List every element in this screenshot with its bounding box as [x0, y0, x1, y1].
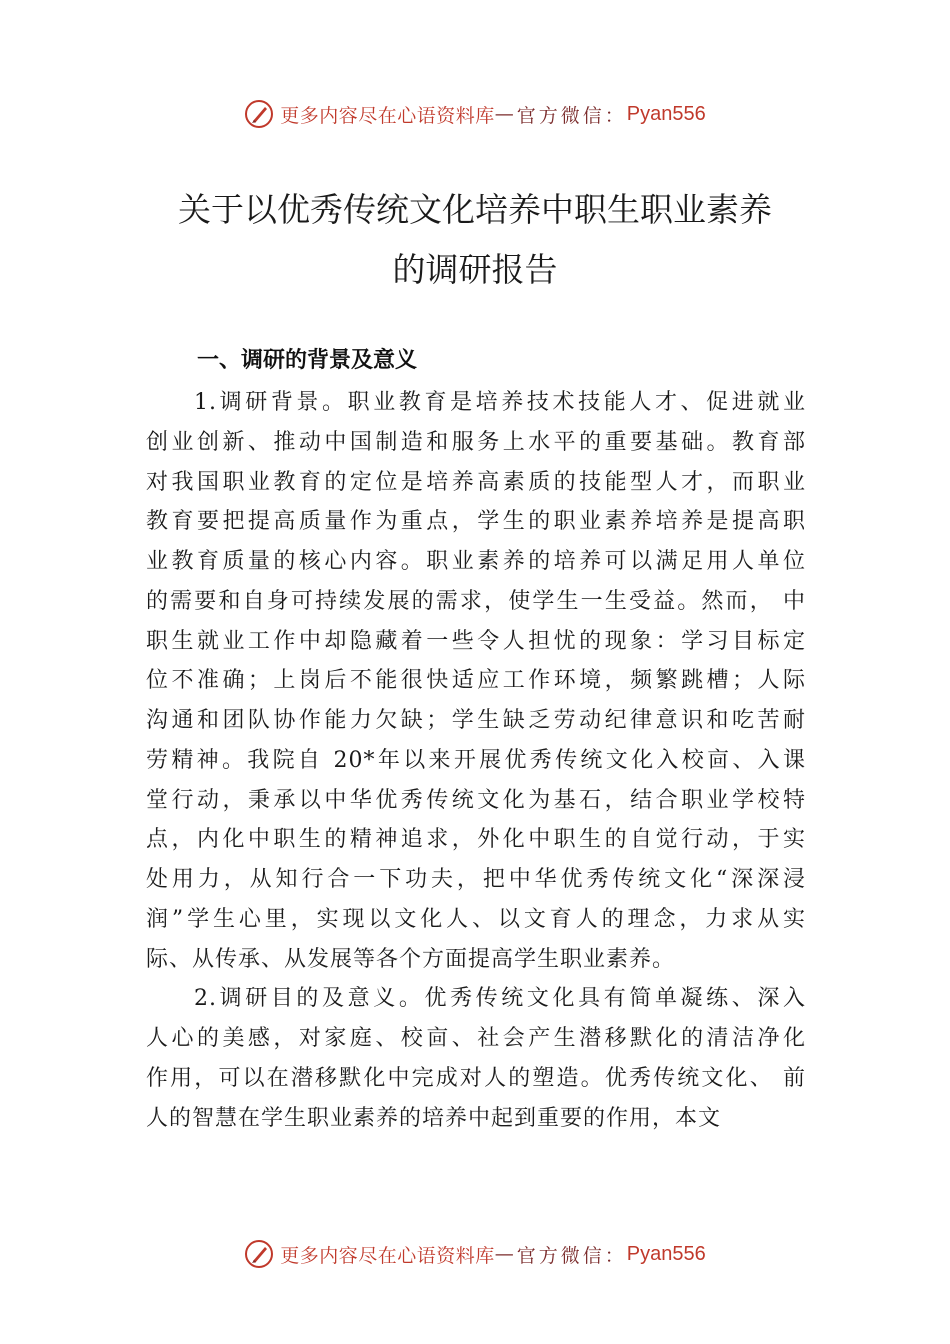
paragraph-line: 人的智慧在学生职业素养的培养中起到重要的作用，本文: [146, 1105, 722, 1131]
paragraph-line: 人心的美感，对家庭、校㐭、社会产生潜移默化的清洁净化: [146, 1026, 806, 1051]
paragraph-line: 对我国职业教育的定位是培养高素质的技能型人才，而职业: [146, 469, 806, 495]
watermark-wechat-label: 官方微信：: [516, 104, 627, 127]
watermark-text: 更多内容尽在心语资料库: [280, 104, 495, 127]
paragraph-line: 业教育质量的核心内容。职业素养的培养可以满足用人单位: [146, 549, 806, 574]
title-line-1: 关于以优秀传统文化培养中职生职业素养: [178, 190, 772, 229]
watermark-wechat-id: Pyan556: [626, 102, 706, 125]
watermark-dash: —: [494, 1243, 517, 1265]
paragraph-line: 润”学生心里，实现以文化人、以文育人的理念，力求从实: [146, 906, 806, 932]
paragraph-line: 沟通和团队协作能力欠缺；学生缺乏劳动纪律意识和吃苦耐: [146, 708, 806, 733]
paragraph-line: 教育要把提高质量作为重点，学生的职业素养培养是提高职: [146, 509, 806, 535]
paragraph-line: 处用力，从知行合一下功夫，把中华优秀传统文化“深深浸: [146, 867, 806, 892]
feather-pen-icon: [244, 99, 274, 129]
watermark-dash: —: [494, 103, 517, 125]
feather-pen-icon: [244, 1239, 274, 1269]
header-watermark: [0, 94, 950, 134]
paragraph-line: 作用，可以在潜移默化中完成对人的塑造。优秀传统文化、 前: [146, 1065, 806, 1091]
watermark-wechat-label: 官方微信：: [516, 1244, 627, 1267]
paragraph-line: 际、从传承、从发展等各个方面提高学生职业素养。: [146, 946, 676, 972]
title-line-2: 的调研报告: [392, 250, 558, 289]
paragraph-line: 点，内化中职生的精神追求，外化中职生的自觉行动，于实: [146, 827, 806, 853]
watermark-wechat-id: Pyan556: [626, 1242, 706, 1265]
document-title: [120, 180, 830, 300]
paragraph-line: 2.调研目的及意义。优秀传统文化具有简单凝练、深入: [194, 986, 806, 1012]
paragraph-line: 劳精神。我院自 20*年以来开展优秀传统文化入校㐭、入课: [146, 747, 806, 773]
watermark-text: 更多内容尽在心语资料库: [280, 1244, 495, 1267]
body-text: [146, 383, 806, 1138]
paragraph-line: 堂行动，秉承以中华优秀传统文化为基石，结合职业学校特: [146, 787, 806, 813]
paragraph-line: 位不准确；上岗后不能很快适应工作环境，频繁跳槽；人际: [146, 668, 806, 694]
paragraph-line: 的需要和自身可持续发展的需求，使学生一生受益。然而， 中: [146, 588, 806, 614]
paragraph-line: 创业创新、推动中国制造和服务上水平的重要基础。教育部: [146, 429, 806, 455]
section-heading: 一、调研的背景及意义: [197, 348, 418, 373]
paragraph-line: 1.调研背景。职业教育是培养技术技能人才、促进就业: [194, 390, 806, 415]
footer-watermark: [0, 1234, 950, 1274]
paragraph-line: 职生就业工作中却隐藏着一些令人担忧的现象：学习目标定: [146, 628, 806, 654]
